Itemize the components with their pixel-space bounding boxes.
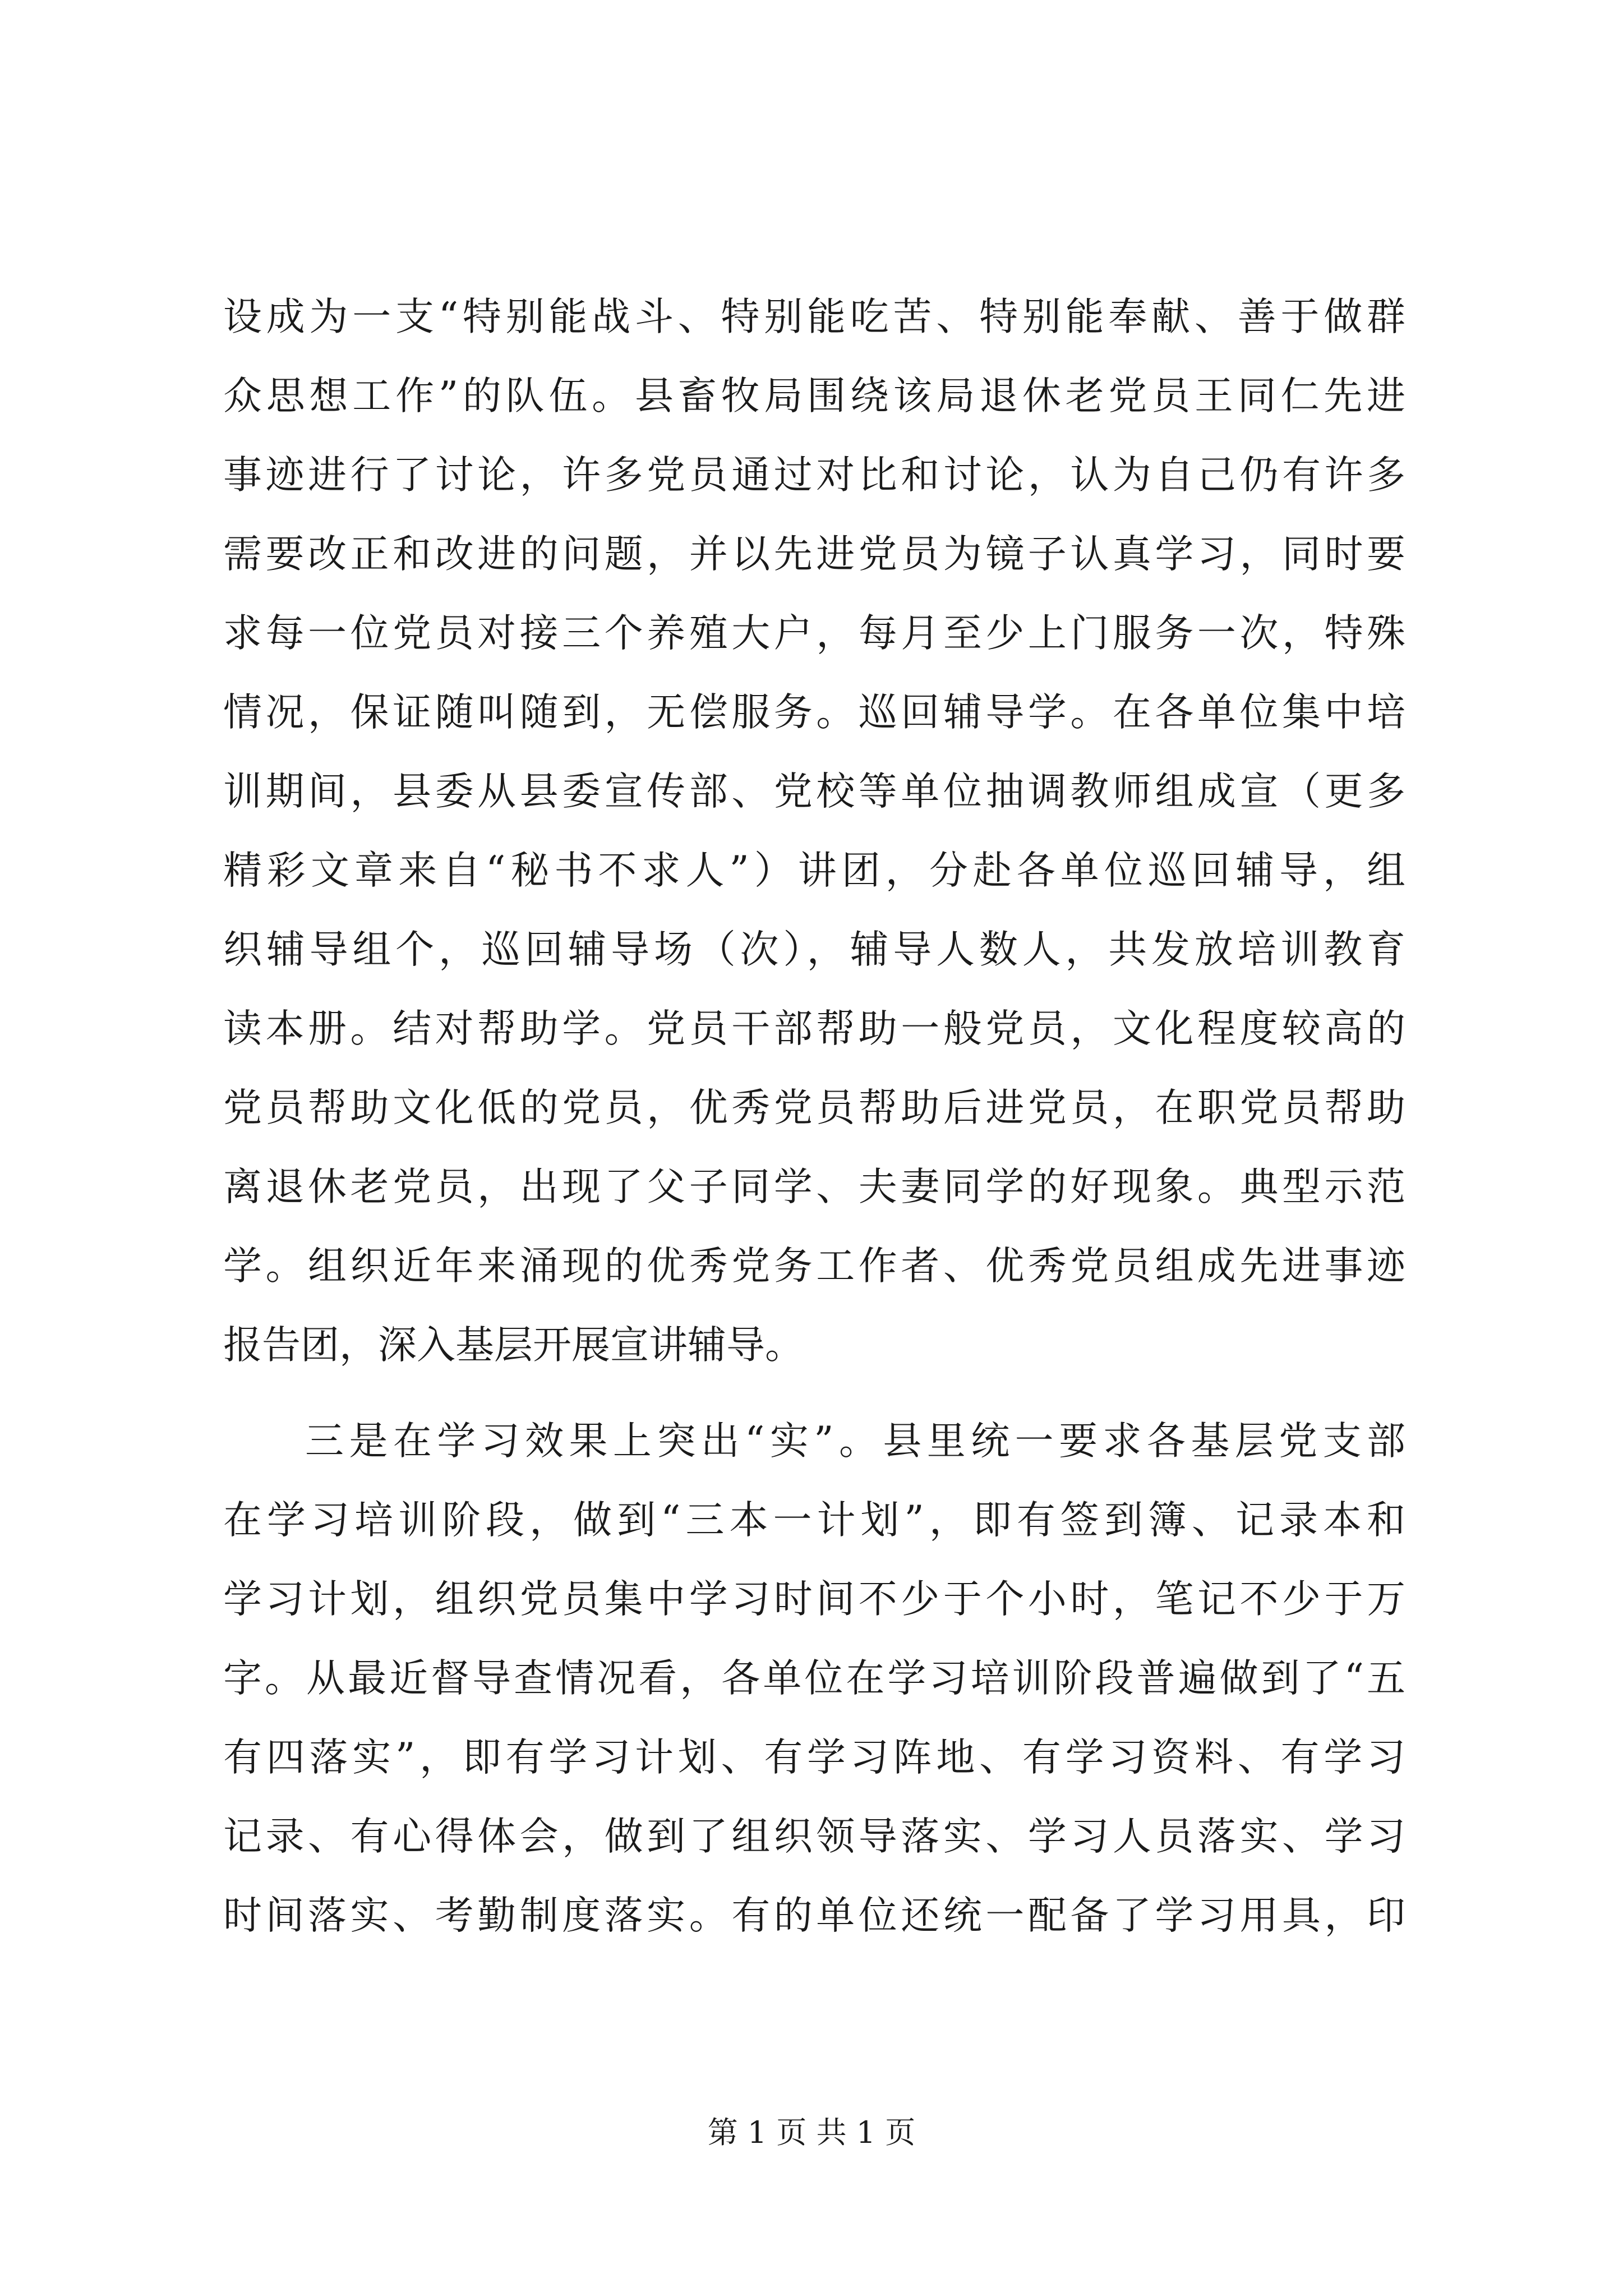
paragraph-line: 设成为一支“特别能战斗、特别能吃苦、特别能奉献、善于做群 (223, 295, 1405, 339)
paragraph-line: 众思想工作”的队伍。县畜牧局围绕该局退休老党员王同仁先进 (223, 374, 1405, 418)
paragraph-line: 在学习培训阶段，做到“三本一计划”，即有签到簿、记录本和 (223, 1498, 1405, 1543)
paragraph-line: 党员帮助文化低的党员，优秀党员帮助后进党员，在职党员帮助 (223, 1085, 1405, 1130)
paragraph-line: 字。从最近督导查情况看，各单位在学习培训阶段普遍做到了“五 (223, 1656, 1405, 1701)
paragraph-line: 记录、有心得体会，做到了组织领导落实、学习人员落实、学习 (223, 1814, 1405, 1859)
paragraph-1 (223, 278, 1405, 1385)
paragraph-line: 时间落实、考勤制度落实。有的单位还统一配备了学习用具，印 (223, 1893, 1405, 1938)
paragraph-line: 事迹进行了讨论，许多党员通过对比和讨论，认为自己仍有许多 (223, 453, 1405, 498)
paragraph-line: 织辅导组个，巡回辅导场（次），辅导人数人，共发放培训教育 (223, 927, 1405, 972)
paragraph-line: 三是在学习效果上突出“实”。县里统一要求各基层党支部 (305, 1419, 1405, 1464)
paragraph-line: 需要改正和改进的问题，并以先进党员为镜子认真学习，同时要 (223, 532, 1405, 577)
paragraph-line: 情况，保证随叫随到，无偿服务。巡回辅导学。在各单位集中培 (223, 690, 1405, 735)
paragraph-2 (223, 1402, 1405, 1955)
paragraph-line: 读本册。结对帮助学。党员干部帮助一般党员，文化程度较高的 (223, 1006, 1405, 1051)
paragraph-line: 求每一位党员对接三个养殖大户，每月至少上门服务一次，特殊 (223, 611, 1405, 656)
paragraph-line: 有四落实”，即有学习计划、有学习阵地、有学习资料、有学习 (223, 1735, 1405, 1780)
paragraph-spacer (223, 1385, 1405, 1402)
paragraph-line: 精彩文章来自“秘书不求人”）讲团，分赴各单位巡回辅导，组 (223, 848, 1405, 893)
page-footer: 第 1 页 共 1 页 (707, 2115, 916, 2150)
document-body (223, 278, 1405, 1955)
paragraph-line: 报告团，深入基层开展宣讲辅导。 (223, 1323, 804, 1368)
paragraph-line: 离退休老党员，出现了父子同学、夫妻同学的好现象。典型示范 (223, 1165, 1405, 1209)
paragraph-line: 学。组织近年来涌现的优秀党务工作者、优秀党员组成先进事迹 (223, 1244, 1405, 1289)
paragraph-line: 训期间，县委从县委宣传部、党校等单位抽调教师组成宣（更多 (223, 769, 1405, 814)
paragraph-line: 学习计划，组织党员集中学习时间不少于个小时，笔记不少于万 (223, 1577, 1405, 1622)
